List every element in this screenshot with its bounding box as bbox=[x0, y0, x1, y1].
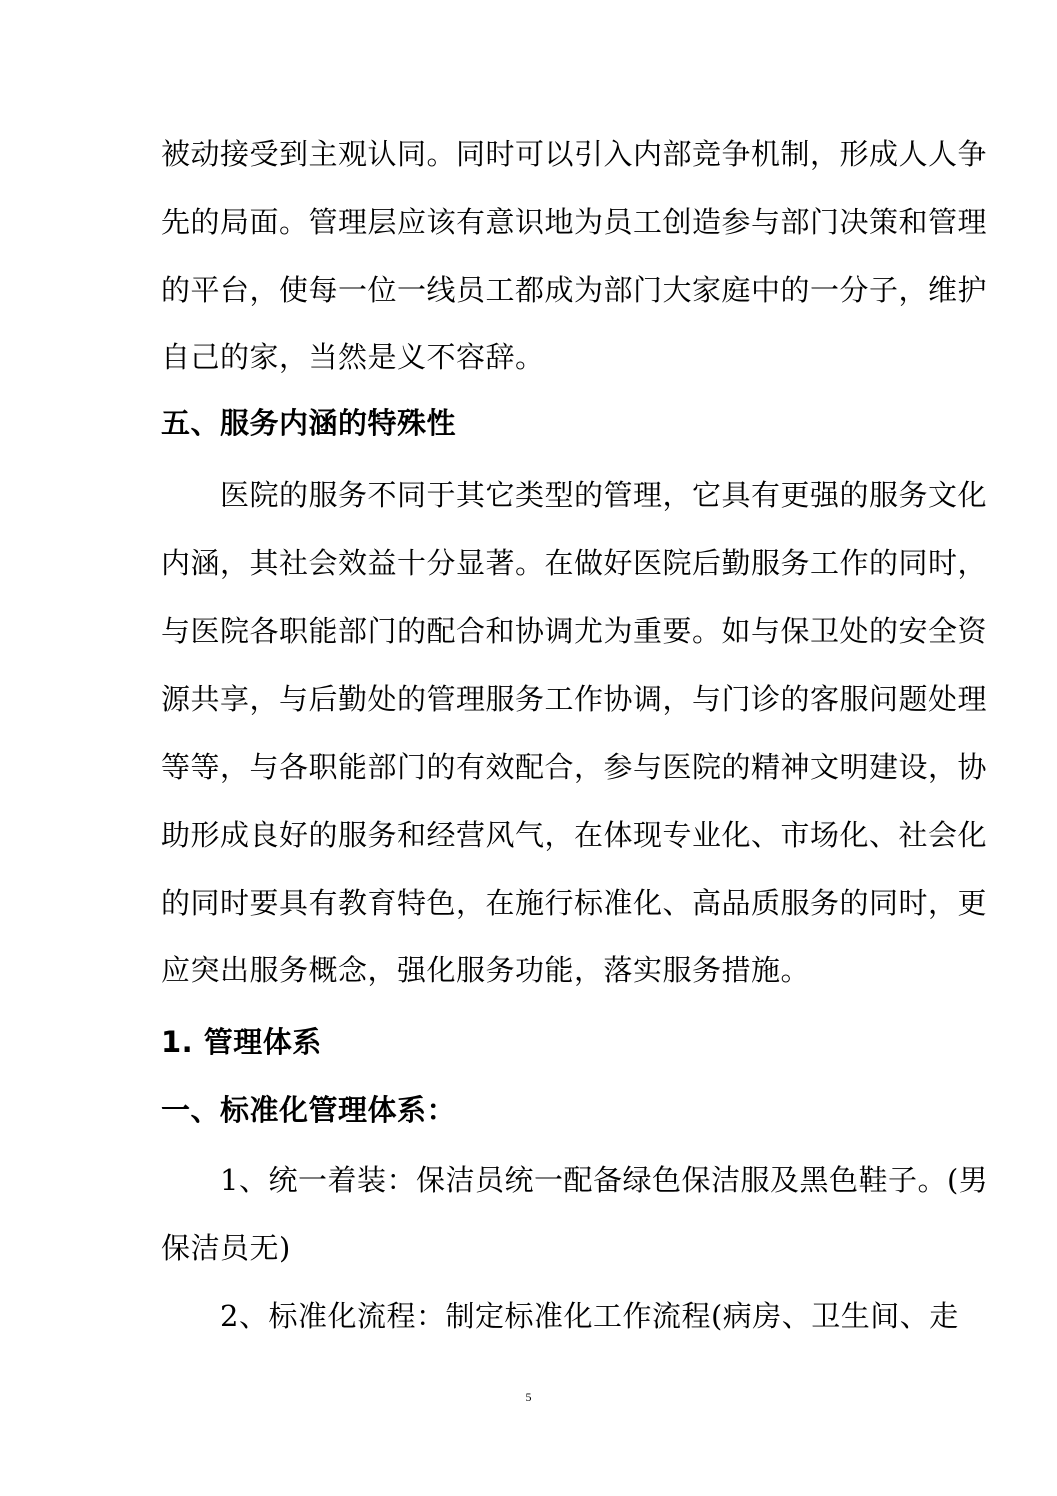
section-heading-5: 五、服务内涵的特殊性 bbox=[161, 406, 457, 440]
paragraph-line-10: 等等，与各职能部门的有效配合，参与医院的精神文明建设，协 bbox=[161, 750, 988, 784]
paragraph-line-7: 内涵，其社会效益十分显著。在做好医院后勤服务工作的同时， bbox=[161, 546, 988, 580]
paragraph-line-17: 保洁员无) bbox=[161, 1231, 291, 1265]
section-heading-standardized-management: 一、标准化管理体系： bbox=[161, 1093, 457, 1127]
section-heading-management-system: 1. 管理体系 bbox=[161, 1025, 322, 1059]
paragraph-line-6: 医院的服务不同于其它类型的管理，它具有更强的服务文化 bbox=[161, 478, 988, 512]
paragraph-line-11: 助形成良好的服务和经营风气，在体现专业化、市场化、社会化 bbox=[161, 818, 988, 852]
paragraph-line-2: 先的局面。管理层应该有意识地为员工创造参与部门决策和管理 bbox=[161, 205, 988, 239]
paragraph-line-3: 的平台，使每一位一线员工都成为部门大家庭中的一分子，维护 bbox=[161, 273, 988, 307]
paragraph-line-12: 的同时要具有教育特色，在施行标准化、高品质服务的同时，更 bbox=[161, 886, 988, 920]
paragraph-line-9: 源共享，与后勤处的管理服务工作协调，与门诊的客服问题处理 bbox=[161, 682, 988, 716]
paragraph-line-4: 自己的家，当然是义不容辞。 bbox=[161, 340, 545, 374]
paragraph-line-16: 1、统一着装：保洁员统一配备绿色保洁服及黑色鞋子。(男 bbox=[161, 1163, 989, 1197]
paragraph-line-8: 与医院各职能部门的配合和协调尤为重要。如与保卫处的安全资 bbox=[161, 614, 988, 648]
paragraph-line-18: 2、标准化流程：制定标准化工作流程(病房、卫生间、走 bbox=[161, 1299, 959, 1333]
paragraph-line-13: 应突出服务概念，强化服务功能，落实服务措施。 bbox=[161, 953, 811, 987]
page-number: 5 bbox=[525, 1390, 532, 1404]
paragraph-line-1: 被动接受到主观认同。同时可以引入内部竞争机制，形成人人争 bbox=[161, 137, 988, 171]
